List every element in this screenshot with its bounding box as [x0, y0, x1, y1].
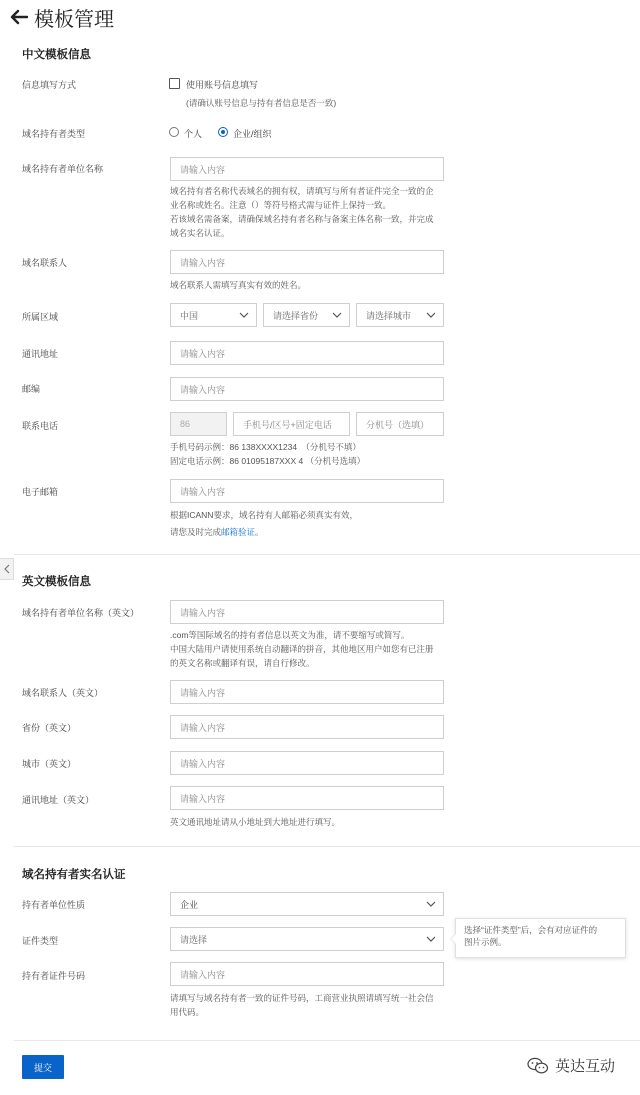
- holder-type-label: 域名持有者类型: [22, 129, 86, 139]
- radio-organization[interactable]: [218, 127, 228, 137]
- cert-no-hint-1: 请填写与域名持有者一致的证件号码，工商营业执照请填写统一社会信: [170, 993, 434, 1003]
- email-hint-suffix: 。: [255, 527, 264, 537]
- radio-personal-label[interactable]: 个人: [184, 129, 203, 139]
- tooltip-line-1: 选择“证件类型”后，会有对应证件的: [464, 925, 598, 935]
- org-name-input[interactable]: 请输入内容: [170, 157, 444, 181]
- city-select-placeholder: 请选择城市: [366, 310, 412, 321]
- fill-method-label: 信息填写方式: [22, 80, 77, 90]
- cn-section-title: 中文模板信息: [22, 49, 91, 61]
- cert-no-input[interactable]: 请输入内容: [170, 962, 444, 986]
- chevron-down-icon: [419, 304, 443, 326]
- back-button[interactable]: [8, 6, 30, 28]
- en-section-title: 英文模板信息: [22, 576, 91, 588]
- city-select[interactable]: [356, 303, 444, 327]
- email-verify-link[interactable]: 邮箱验证: [221, 527, 256, 537]
- verify-section-title: 域名持有者实名认证: [22, 869, 126, 881]
- en-province-input[interactable]: 请输入内容: [170, 715, 444, 739]
- wechat-icon: [527, 1057, 549, 1075]
- country-select-value: 中国: [180, 310, 199, 321]
- en-org-name-input[interactable]: 请输入内容: [170, 600, 444, 624]
- use-account-checkbox[interactable]: [169, 78, 180, 89]
- en-org-name-hint-3: 的英文名称或翻译有误，请自行修改。: [170, 658, 315, 668]
- email-label: 电子邮箱: [22, 487, 59, 497]
- page-header: [8, 2, 114, 32]
- email-input[interactable]: 请输入内容: [170, 479, 444, 503]
- holder-nature-select[interactable]: [170, 892, 444, 916]
- watermark: [527, 1055, 615, 1076]
- phone-hint-mobile: 手机号码示例：86 138XXXX1234 （分机号不填）: [170, 442, 361, 452]
- section-divider: [14, 1040, 640, 1041]
- cert-no-hint-2: 用代码。: [170, 1007, 205, 1017]
- en-org-name-hint-2: 中国大陆用户请使用系统自动翻译的拼音，其他地区用户如您有已注册: [170, 644, 434, 654]
- org-name-hint-2: 业名称或姓名。注意（）等符号格式需与证件上保持一致。: [170, 200, 392, 210]
- org-name-hint-3: 若该域名需备案，请确保域名持有者名称与备案主体名称一致，并完成: [170, 214, 434, 224]
- org-name-hint-4: 域名实名认证。: [170, 228, 230, 238]
- chevron-down-icon: [419, 893, 443, 915]
- chevron-down-icon: [419, 928, 443, 950]
- en-address-hint: 英文通讯地址请从小地址到大地址进行填写。: [170, 817, 341, 827]
- country-code-input: 86: [170, 412, 227, 436]
- cert-type-select[interactable]: [170, 927, 444, 951]
- section-divider: [14, 846, 640, 847]
- phone-ext-input[interactable]: 分机号（选填）: [356, 412, 444, 436]
- use-account-checkbox-label[interactable]: 使用账号信息填写: [186, 80, 259, 90]
- contact-label: 域名联系人: [22, 258, 68, 268]
- en-contact-input[interactable]: 请输入内容: [170, 680, 444, 704]
- holder-nature-value: 企业: [180, 899, 199, 910]
- en-province-label: 省份（英文）: [22, 723, 77, 733]
- submit-button[interactable]: 提交: [22, 1055, 64, 1079]
- page-title: 模板管理: [34, 8, 114, 31]
- contact-hint: 域名联系人需填写真实有效的姓名。: [170, 280, 307, 290]
- postcode-label: 邮编: [22, 384, 41, 394]
- radio-personal[interactable]: [169, 127, 179, 137]
- province-select-placeholder: 请选择省份: [273, 310, 319, 321]
- en-address-input[interactable]: 请输入内容: [170, 786, 444, 810]
- fill-method-hint: (请确认账号信息与持有者信息是否一致): [186, 98, 337, 108]
- en-contact-label: 域名联系人（英文）: [22, 688, 104, 698]
- chevron-down-icon: [232, 304, 256, 326]
- cert-no-label: 持有者证件号码: [22, 971, 86, 981]
- phone-label: 联系电话: [22, 421, 59, 431]
- en-address-label: 通讯地址（英文）: [22, 795, 95, 805]
- country-select[interactable]: [170, 303, 257, 327]
- org-name-label: 域名持有者单位名称: [22, 164, 104, 174]
- arrow-left-icon: [10, 9, 28, 25]
- address-input[interactable]: 请输入内容: [170, 341, 444, 365]
- chevron-down-icon: [325, 304, 349, 326]
- holder-nature-label: 持有者单位性质: [22, 900, 86, 910]
- cert-type-label: 证件类型: [22, 936, 59, 946]
- province-select[interactable]: [263, 303, 350, 327]
- phone-number-input[interactable]: 手机号/区号+固定电话: [233, 412, 350, 436]
- phone-hint-landline: 固定电话示例：86 01095187XXX 4 （分机号选填）: [170, 456, 366, 466]
- address-label: 通讯地址: [22, 349, 59, 359]
- en-city-input[interactable]: 请输入内容: [170, 751, 444, 775]
- chevron-left-icon: [4, 564, 10, 574]
- en-org-name-hint-1: .com等国际域名的持有者信息以英文为准，请不要缩写或简写。: [170, 630, 410, 640]
- postcode-input[interactable]: 请输入内容: [170, 377, 444, 401]
- contact-input[interactable]: 请输入内容: [170, 250, 444, 274]
- email-hint-1: 根据ICANN要求，域名持有人邮箱必须真实有效，: [170, 510, 358, 520]
- cert-type-tooltip: [455, 918, 626, 958]
- org-name-hint-1: 域名持有者名称代表域名的拥有权，请填写与所有者证件完全一致的企: [170, 186, 434, 196]
- en-city-label: 城市（英文）: [22, 759, 77, 769]
- email-hint-2: [170, 526, 264, 538]
- region-label: 所属区域: [22, 312, 59, 322]
- tooltip-line-2: 图片示例。: [464, 937, 507, 947]
- collapse-sidebar-button[interactable]: [0, 558, 14, 580]
- en-org-name-label: 域名持有者单位名称（英文）: [22, 608, 140, 618]
- cert-type-placeholder: 请选择: [180, 934, 208, 945]
- section-divider: [14, 554, 640, 555]
- watermark-text: 英达互动: [555, 1057, 616, 1075]
- email-hint-prefix: 请您及时完成: [170, 527, 222, 537]
- radio-organization-label[interactable]: 企业/组织: [233, 129, 272, 139]
